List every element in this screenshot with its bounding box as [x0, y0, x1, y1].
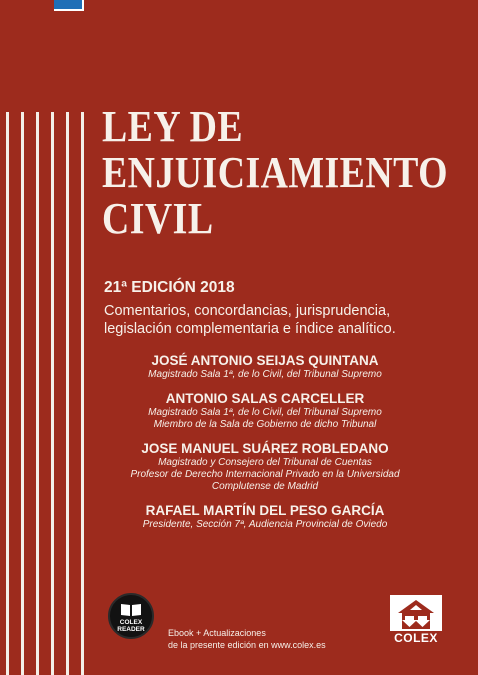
edition-label: 21ª EDICIÓN 2018 — [104, 279, 235, 296]
author-role: Magistrado Sala 1ª, de lo Civil, del Tribunal Supremo — [148, 369, 382, 380]
book-description — [104, 302, 396, 338]
author-role: Miembro de la Sala de Gobierno de dicho Tribunal — [153, 419, 377, 430]
author-role: Profesor de Derecho Internacional Privado en la Universidad — [130, 469, 400, 480]
title-line: LEY DE — [102, 102, 244, 151]
decorative-stripe — [66, 112, 69, 675]
colex-house-arrows-logo — [390, 595, 442, 631]
author-name: JOSÉ ANTONIO SEIJAS QUINTANA — [151, 353, 379, 368]
publisher-logo-text: COLEX — [390, 631, 442, 645]
publisher-logo — [390, 595, 442, 645]
author-role: Magistrado Sala 1ª, de lo Civil, del Tribunal Supremo — [148, 407, 382, 418]
ebook-notice — [168, 627, 326, 651]
decorative-stripe — [36, 112, 39, 675]
book-icon — [120, 602, 142, 617]
decorative-stripe — [6, 112, 9, 675]
ebook-line: de la presente edición en www.colex.es — [168, 640, 326, 650]
author-entry — [100, 352, 430, 381]
author-name: RAFAEL MARTÍN DEL PESO GARCÍA — [145, 503, 385, 518]
title-line: CIVIL — [102, 194, 214, 243]
author-entry — [100, 440, 430, 493]
top-accent-bar — [54, 0, 84, 11]
decorative-stripe — [81, 112, 84, 675]
description-line: legislación complementaria e índice analítico. — [104, 321, 396, 337]
reader-badge-line: COLEX — [119, 619, 143, 626]
author-role: Presidente, Sección 7ª, Audiencia Provincial de Oviedo — [142, 519, 388, 530]
description-line: Comentarios, concordancias, jurisprudencia, — [104, 303, 391, 319]
reader-badge-text — [117, 619, 144, 633]
author-entry — [100, 502, 430, 531]
title-line: ENJUICIAMIENTO — [102, 148, 448, 197]
book-title — [102, 104, 448, 242]
colex-reader-badge — [108, 593, 154, 639]
ebook-line: Ebook + Actualizaciones — [168, 628, 266, 638]
author-name: JOSE MANUEL SUÁREZ ROBLEDANO — [141, 441, 389, 456]
author-entry — [100, 390, 430, 431]
author-role: Complutense de Madrid — [211, 481, 319, 492]
decorative-stripe — [51, 112, 54, 675]
decorative-stripe — [21, 112, 24, 675]
author-name: ANTONIO SALAS CARCELLER — [165, 391, 365, 406]
reader-badge-line: READER — [117, 626, 145, 633]
author-list — [100, 352, 430, 540]
author-role: Magistrado y Consejero del Tribunal de Cuentas — [158, 457, 372, 468]
